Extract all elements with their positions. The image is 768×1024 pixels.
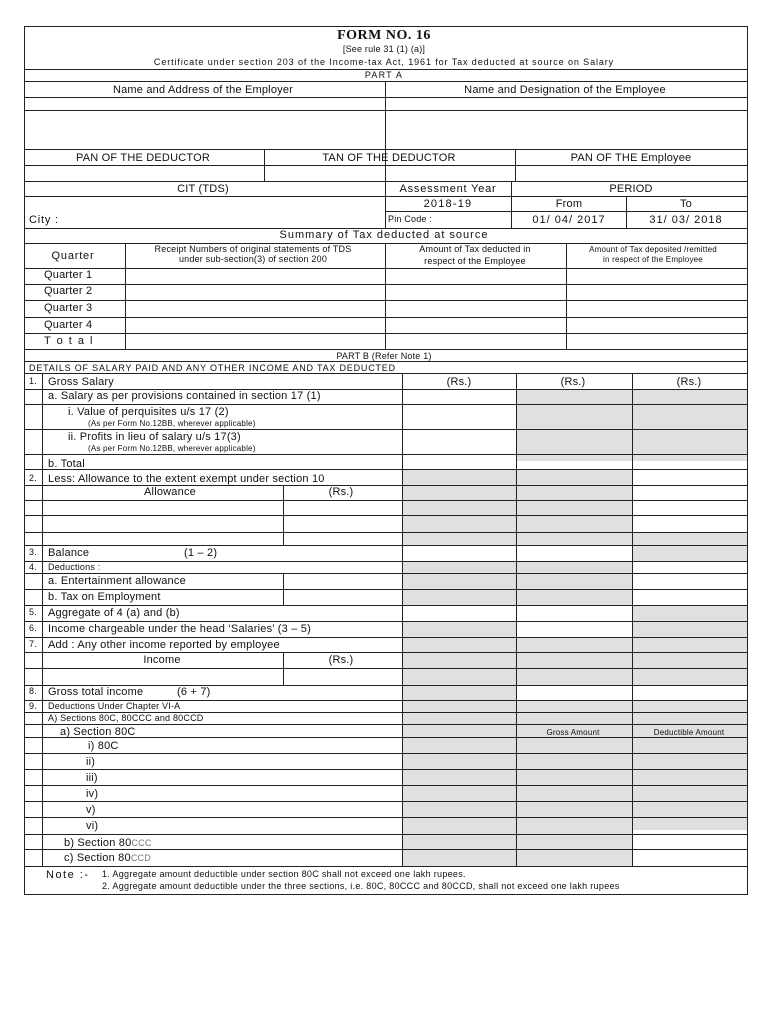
gross-salary-label: Gross Salary (48, 376, 114, 388)
grid-line (385, 211, 748, 212)
shaded-cell (632, 532, 747, 561)
grid-line (24, 866, 748, 867)
grid-line (402, 373, 403, 867)
grid-line (24, 834, 748, 835)
deductible-amount-header: Deductible Amount (653, 728, 725, 737)
grid-line (24, 561, 748, 562)
summary-col-deposit-2: in respect of the Employee (603, 255, 703, 264)
note-2: 2. Aggregate amount deductible under the three sections, i.e. 80C, 80CCC and 80CCD, shall not exceed one lakh rupees (102, 881, 620, 891)
grid-line (515, 149, 516, 182)
grid-line (24, 605, 748, 606)
section-80ccc-prefix: b) Section 80 (64, 837, 132, 849)
gross-total-income-label: Gross total income (48, 686, 144, 698)
grid-line (24, 149, 748, 150)
shaded-cell (516, 637, 632, 685)
grid-line (24, 485, 748, 486)
deductions-label: Deductions : (48, 562, 101, 572)
grid-line (24, 545, 748, 546)
grid-line (385, 181, 386, 229)
grid-line (24, 429, 748, 430)
grid-line (24, 97, 748, 98)
balance-label: Balance (48, 547, 90, 559)
allowance-rs-label: (Rs.) (328, 486, 354, 498)
cit-tds-label: CIT (TDS) (177, 183, 229, 195)
row-number-2: 2. (29, 473, 37, 483)
row-number-5: 5. (29, 607, 37, 617)
section-80ccd-label (64, 853, 151, 864)
grid-line (24, 196, 748, 197)
pin-code-label: Pin Code : (388, 214, 433, 224)
grid-line (24, 317, 748, 318)
form-rule: [See rule 31 (1) (a)] (342, 44, 426, 54)
summary-col-receipt-2: under sub-section(3) of section 200 (178, 254, 328, 264)
certificate-text: Certificate under section 203 of the Income-tax Act, 1961 for Tax deducted at source on Salary (153, 57, 615, 67)
grid-line (24, 333, 748, 334)
summary-total-label: T o t a l (44, 335, 94, 347)
sections-80c-label: A) Sections 80C, 80CCC and 80CCD (48, 713, 204, 723)
employee-label: Name and Designation of the Employee (464, 84, 666, 96)
item-iii-label: iii) (86, 772, 98, 784)
balance-formula: (1 – 2) (184, 547, 218, 559)
summary-col-amount-1: Amount of Tax deducted in (419, 244, 531, 254)
grid-line (24, 573, 748, 574)
from-label: From (555, 198, 583, 210)
grid-line (747, 26, 748, 895)
row-number-8: 8. (29, 686, 37, 696)
grid-line (24, 817, 748, 818)
period-label: PERIOD (609, 183, 653, 195)
rs-header-1: (Rs.) (446, 376, 472, 388)
form-title: FORM NO. 16 (337, 28, 431, 43)
grid-line (24, 637, 748, 638)
grid-line (511, 181, 512, 229)
profits-label: ii. Profits in lieu of salary u/s 17(3) (68, 431, 241, 443)
grid-line (42, 373, 43, 867)
grid-line (24, 300, 748, 301)
row-number-3: 3. (29, 547, 37, 557)
profits-note: (As per Form No.12BB, wherever applicable) (88, 444, 256, 453)
grid-line (24, 753, 748, 754)
from-date: 01/ 04/ 2017 (532, 214, 606, 226)
row-number-9: 9. (29, 701, 37, 711)
part-b-details: DETAILS OF SALARY PAID AND ANY OTHER INCOME AND TAX DEDUCTED (29, 363, 396, 373)
grid-line (24, 532, 748, 533)
shaded-cell (632, 605, 747, 621)
grid-line (24, 724, 748, 725)
grid-line (24, 801, 748, 802)
grid-line (283, 573, 284, 606)
grid-line (24, 621, 748, 622)
grid-line (24, 349, 748, 350)
summary-col-deposit-1: Amount of Tax deposited /remitted (589, 245, 717, 254)
item-ii-label: ii) (86, 756, 96, 768)
grid-line (24, 785, 748, 786)
grid-line (24, 165, 748, 166)
grid-line (24, 404, 748, 405)
grid-line (24, 894, 748, 895)
shaded-cell (632, 621, 747, 637)
section-80ccd-prefix: c) Section 80 (64, 852, 131, 864)
section-80ccc-label (64, 838, 152, 849)
total-b-label: b. Total (48, 458, 85, 470)
salary-section-17-label: a. Salary as per provisions contained in section 17 (1) (48, 390, 321, 402)
shaded-cell (632, 637, 747, 685)
to-date: 31/ 03/ 2018 (649, 214, 723, 226)
row-number-4: 4. (29, 562, 37, 572)
entertainment-allowance-label: a. Entertainment allowance (48, 575, 186, 587)
allowance-col-label: Allowance (144, 486, 196, 498)
tax-on-employment-label: b. Tax on Employment (48, 591, 161, 603)
grid-line (24, 81, 748, 82)
grid-line (24, 469, 748, 470)
chapter-via-label: Deductions Under Chapter VI-A (48, 701, 181, 711)
shaded-cell (402, 561, 632, 605)
item-iv-label: iv) (86, 788, 99, 800)
grid-line (24, 849, 748, 850)
grid-line (24, 181, 748, 182)
part-b-label: PART B (Refer Note 1) (336, 351, 432, 361)
pan-deductor-label: PAN OF THE DEDUCTOR (76, 152, 210, 164)
grid-line (24, 284, 748, 285)
grid-line (283, 652, 284, 686)
quarter-1-label: Quarter 1 (44, 269, 93, 281)
grid-line (24, 652, 748, 653)
grid-line (24, 26, 25, 895)
tan-deductor-label: TAN OF THE DEDUCTOR (322, 152, 456, 164)
row-number-1: 1. (29, 376, 37, 386)
gross-amount-header: Gross Amount (546, 728, 600, 737)
less-allowance-label: Less: Allowance to the extent exempt under section 10 (48, 473, 325, 485)
rs-header-2: (Rs.) (560, 376, 586, 388)
shaded-cell (402, 469, 632, 545)
item-80c-label: i) 80C (88, 740, 119, 752)
item-vi-label: vi) (86, 820, 99, 832)
section-80c-label: a) Section 80C (60, 726, 136, 738)
assessment-year-value: 2018-19 (423, 198, 473, 210)
summary-col-receipt-1: Receipt Numbers of original statements of TDS (154, 244, 352, 254)
quarter-2-label: Quarter 2 (44, 285, 93, 297)
shaded-cell (402, 621, 516, 637)
perquisites-note: (As per Form No.12BB, wherever applicable) (88, 419, 256, 428)
grid-line (24, 268, 748, 269)
city-label: City : (29, 214, 59, 226)
grid-line (24, 500, 748, 501)
quarter-3-label: Quarter 3 (44, 302, 93, 314)
grid-line (24, 454, 748, 455)
grid-line (24, 243, 748, 244)
assessment-year-label: Assessment Year (399, 183, 497, 195)
row-number-7: 7. (29, 639, 37, 649)
row-number-6: 6. (29, 623, 37, 633)
grid-line (24, 110, 748, 111)
part-a-label: PART A (364, 70, 404, 80)
income-rs-label: (Rs.) (328, 654, 354, 666)
pan-employee-label: PAN OF THE Employee (570, 152, 692, 164)
summary-col-quarter: Quarter (51, 250, 95, 262)
note-label: Note :- (46, 869, 90, 881)
item-v-label: v) (86, 804, 96, 816)
note-1: 1. Aggregate amount deductible under section 80C shall not exceed one lakh rupees. (102, 869, 466, 879)
grid-line (24, 361, 748, 362)
grid-line (24, 589, 748, 590)
grid-line (264, 149, 265, 182)
rs-header-3: (Rs.) (676, 376, 702, 388)
summary-title: Summary of Tax deducted at source (279, 229, 489, 241)
employer-label: Name and Address of the Employer (112, 84, 294, 96)
section-80ccd-suffix: CCD (130, 853, 151, 863)
perquisites-label: i. Value of perquisites u/s 17 (2) (68, 406, 229, 418)
grid-line (24, 769, 748, 770)
grid-line (632, 373, 633, 867)
quarter-4-label: Quarter 4 (44, 319, 93, 331)
other-income-label: Add : Any other income reported by employee (48, 639, 280, 651)
summary-col-amount-2: respect of the Employee (424, 256, 526, 266)
grid-line (626, 196, 627, 229)
grid-line (24, 668, 748, 669)
section-80ccc-suffix: CCC (131, 838, 152, 848)
gross-total-formula: (6 + 7) (177, 686, 211, 698)
income-col-label: Income (143, 654, 181, 666)
grid-line (24, 373, 748, 374)
grid-line (24, 515, 748, 516)
grid-line (24, 26, 748, 27)
income-chargeable-label: Income chargeable under the head ‘Salaries’ (3 – 5) (48, 623, 311, 635)
aggregate-label: Aggregate of 4 (a) and (b) (48, 607, 180, 619)
to-label: To (679, 198, 693, 210)
grid-line (283, 485, 284, 546)
grid-line (516, 373, 517, 867)
